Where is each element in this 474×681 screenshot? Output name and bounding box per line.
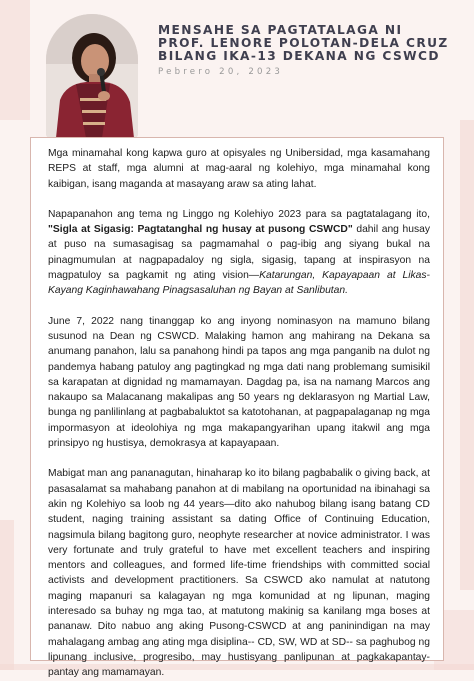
theme-title: "Sigla at Sigasig: Pagtatanghal ng husay at pusong CSWCD"	[48, 224, 353, 236]
paragraph-theme	[48, 207, 430, 299]
decor-bar-bottom-left	[0, 520, 14, 670]
decor-bar-right	[460, 120, 474, 590]
speaker-photo	[46, 14, 138, 138]
header	[158, 24, 458, 77]
paragraph-greeting: Mga minamahal kong kapwa guro at opisyales ng Unibersidad, mga kasamahang REPS at staff, mga alumni at mag-aaral ng kolehiyo, mga minamahal kong kaibigan, isang maganda at masayang araw sa ating lahat.	[48, 148, 430, 190]
title-line-3: BILANG IKA-13 DEKANA NG CSWCD	[158, 49, 440, 63]
paragraph-nomination: June 7, 2022 nang tinanggap ko ang inyong nominasyon na mamuno bilang susunod na Dean ng CSWCD. Malaking hamon ang mahirang na Dekana sa anumang panahon, lalu sa panahong hindi pa tapos ang mga panganib na dulot ng pandemya habang patuloy ang pagtingkad ng mga dati nang problemang sumisikil sa karapatan at dignidad ng mamamayan. Dagdag pa, isa na namang Marcos ang nakaupo sa Malacanang makalipas ang 50 years ng deklarasyon ng Martial Law, bunga ng panlilinlang at pagbabaluktot sa katotohanan, at pagpapalaganap ng mga impormasyon at ideolohiya ng mga makapangyarihan upang itakwil ang mga prinsipyo ng hustisya, demokrasya at kapayapaan.	[48, 315, 430, 450]
title-line-1: MENSAHE SA PAGTATALAGA NI	[158, 23, 403, 37]
theme-intro: Napapanahon ang tema ng Linggo ng Kolehiyo 2023 para sa pagtatalagang ito,	[48, 208, 430, 220]
theme-text: dahil ang husay at puso na sumasagisag sa pagmamahal o pag-ibig ang siyang bukal na pinagmumulan at nagpapadaloy ng sigla, sigasig, tapang at inspirasyon na magpatuloy sa pagkamit ng ating vision—	[48, 224, 430, 282]
vision-statement: Katarungan, Kapayapaan at Likas-Kayang Kaginhawahang Pinagsasaluhan ng Bayan at Sanlibutan.	[48, 270, 430, 297]
message-body	[48, 146, 430, 681]
title-line-2: PROF. LENORE POLOTAN-DELA CRUZ	[158, 36, 449, 50]
date: Pebrero 20, 2023	[158, 67, 284, 77]
paragraph-giving-back: Mabigat man ang pananagutan, hinaharap ko ito bilang pagbabalik o giving back, at pasasalamat sa mahabang panahon at di mabilang na oportunidad na ibinahagi sa akin ng Kolehiyo sa loob ng 44 years—dito ako nahubog bilang isang batang CD student, naging training assistant sa dating Office of Continuing Education, nagsimula bilang bagitong guro, neophyte researcher at novice administrator. I was very fortunate and truly grateful to have met excellent teachers and inspiring mentors and colleagues, and formed life-time friendships with committed social activists and development practitioners. Sa CSWCD ako namulat at natutong maging mapanuri sa kalagayan ng mga komunidad at ng lipunan, maging interesado sa buhay ng mga tao, at matutong makinig sa kanilang mga boses at pananaw. Dito nabuo ang aking Pusong-CSWCD at ang paninindigan na may mahalagang ambag ang ating mga disiplina-- CD, SW, WD at SD-- sa paghubog ng lipunang inclusive, progresibo, may hustisyang panlipunan at pagkakapantay-pantay ang mamamayan.	[48, 468, 430, 679]
speaker-portrait-image	[46, 14, 138, 138]
decor-bar-top-left	[0, 0, 30, 120]
